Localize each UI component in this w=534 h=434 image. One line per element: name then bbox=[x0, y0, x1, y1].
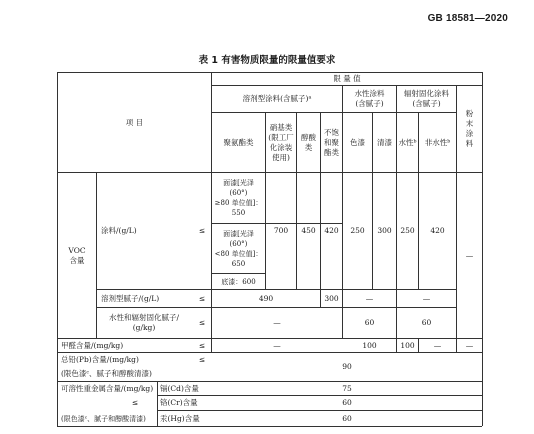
putty-solvent-water: — bbox=[365, 293, 374, 303]
voc-coating-le: ≤ bbox=[198, 226, 206, 235]
lead-sub: (限色漆ᶜ、腻子和醇酸清漆) bbox=[61, 368, 152, 378]
mercury-label: 汞(Hg)含量 bbox=[160, 413, 200, 423]
header-item: 项 目 bbox=[125, 117, 144, 127]
heavy-metal-sub: (限色漆ᶜ、腻子和醇酸清漆) bbox=[61, 414, 146, 423]
voc-clear-value: 300 bbox=[377, 226, 392, 235]
header-powder: 粉 末 涂 料 bbox=[465, 109, 474, 148]
header-solvent: 溶剂型涂料(含腻子)ᵃ bbox=[242, 94, 312, 103]
header-radiation: 辐射固化涂料 (含腻子) bbox=[404, 89, 449, 108]
standard-number: GB 18581—2020 bbox=[427, 13, 508, 24]
header-limit: 限 量 值 bbox=[333, 74, 361, 83]
putty-solvent-label: 溶剂型腻子/(g/L) bbox=[101, 293, 160, 303]
formaldehyde-solvent: — bbox=[273, 340, 281, 350]
voc-unsaturated-value: 420 bbox=[324, 226, 339, 235]
header-nitro: 硝基类 (限工厂 化涂装 使用) bbox=[268, 122, 294, 162]
mercury-value: 60 bbox=[342, 413, 352, 423]
formaldehyde-label: 甲醛含量/(mg/kg) bbox=[61, 340, 124, 350]
putty-solvent-unsaturated: 300 bbox=[324, 293, 339, 303]
voc-top-gloss-high: 面漆[光泽 (60°) ≥80 单位值]： 550 bbox=[214, 179, 263, 217]
cadmium-label: 镉(Cd)含量 bbox=[160, 383, 199, 393]
voc-primer: 底漆：600 bbox=[221, 277, 256, 286]
header-alkyd: 醇酸 类 bbox=[301, 132, 316, 152]
cadmium-value: 75 bbox=[342, 383, 352, 393]
putty-solvent-value: 490 bbox=[258, 293, 274, 303]
heavy-metal-label: 可溶性重金属含量/(mg/kg) bbox=[61, 383, 154, 393]
putty-water-rad-radiation: 60 bbox=[421, 318, 432, 327]
lead-value: 90 bbox=[342, 362, 352, 371]
lead-le: ≤ bbox=[198, 354, 206, 364]
voc-powder-value: — bbox=[465, 250, 474, 260]
header-nonaqueous: 非水性ᵇ bbox=[424, 137, 451, 147]
voc-coating-label: 涂料/(g/L) bbox=[101, 226, 137, 235]
header-clear: 清漆 bbox=[377, 137, 392, 147]
putty-water-rad-solvent: — bbox=[273, 318, 281, 327]
putty-solvent-le: ≤ bbox=[198, 293, 206, 303]
chromium-value: 60 bbox=[342, 398, 352, 407]
voc-group-label: VOC 含量 bbox=[68, 245, 86, 265]
formaldehyde-powder: — bbox=[465, 340, 474, 350]
voc-alkyd-value: 450 bbox=[301, 226, 316, 235]
voc-aqueous-value: 250 bbox=[400, 226, 415, 235]
chromium-label: 铬(Cr)含量 bbox=[160, 398, 198, 407]
voc-colored-value: 250 bbox=[350, 226, 365, 235]
header-colored: 色漆 bbox=[350, 137, 365, 147]
header-water: 水性涂料 (含腻子) bbox=[354, 89, 385, 108]
formaldehyde-le: ≤ bbox=[198, 340, 206, 350]
putty-water-rad-label: 水性和辐射固化腻子/ (g/kg) bbox=[108, 313, 180, 332]
formaldehyde-nonaqueous: — bbox=[433, 340, 442, 350]
formaldehyde-aqueous: 100 bbox=[400, 340, 415, 350]
heavy-metal-le: ≤ bbox=[131, 398, 139, 407]
header-polyurethane: 聚氨酯类 bbox=[223, 137, 254, 147]
putty-water-rad-water: 60 bbox=[364, 318, 375, 327]
voc-top-gloss-low: 面漆[光泽 (60°) <80 单位值]： 650 bbox=[214, 229, 263, 268]
header-unsaturated: 不饱 和聚 酯类 bbox=[324, 127, 339, 157]
table-caption: 表 1 有害物质限量的限量值要求 bbox=[198, 55, 336, 66]
lead-label: 总铅(Pb)含量/(mg/kg) bbox=[61, 354, 139, 364]
voc-nonaqueous-value: 420 bbox=[430, 226, 445, 235]
header-aqueous: 水性ᵇ bbox=[398, 137, 417, 147]
putty-solvent-radiation: — bbox=[422, 293, 431, 303]
putty-water-rad-le: ≤ bbox=[198, 318, 206, 327]
formaldehyde-water: 100 bbox=[362, 340, 377, 350]
voc-nitro-value: 700 bbox=[273, 226, 289, 235]
